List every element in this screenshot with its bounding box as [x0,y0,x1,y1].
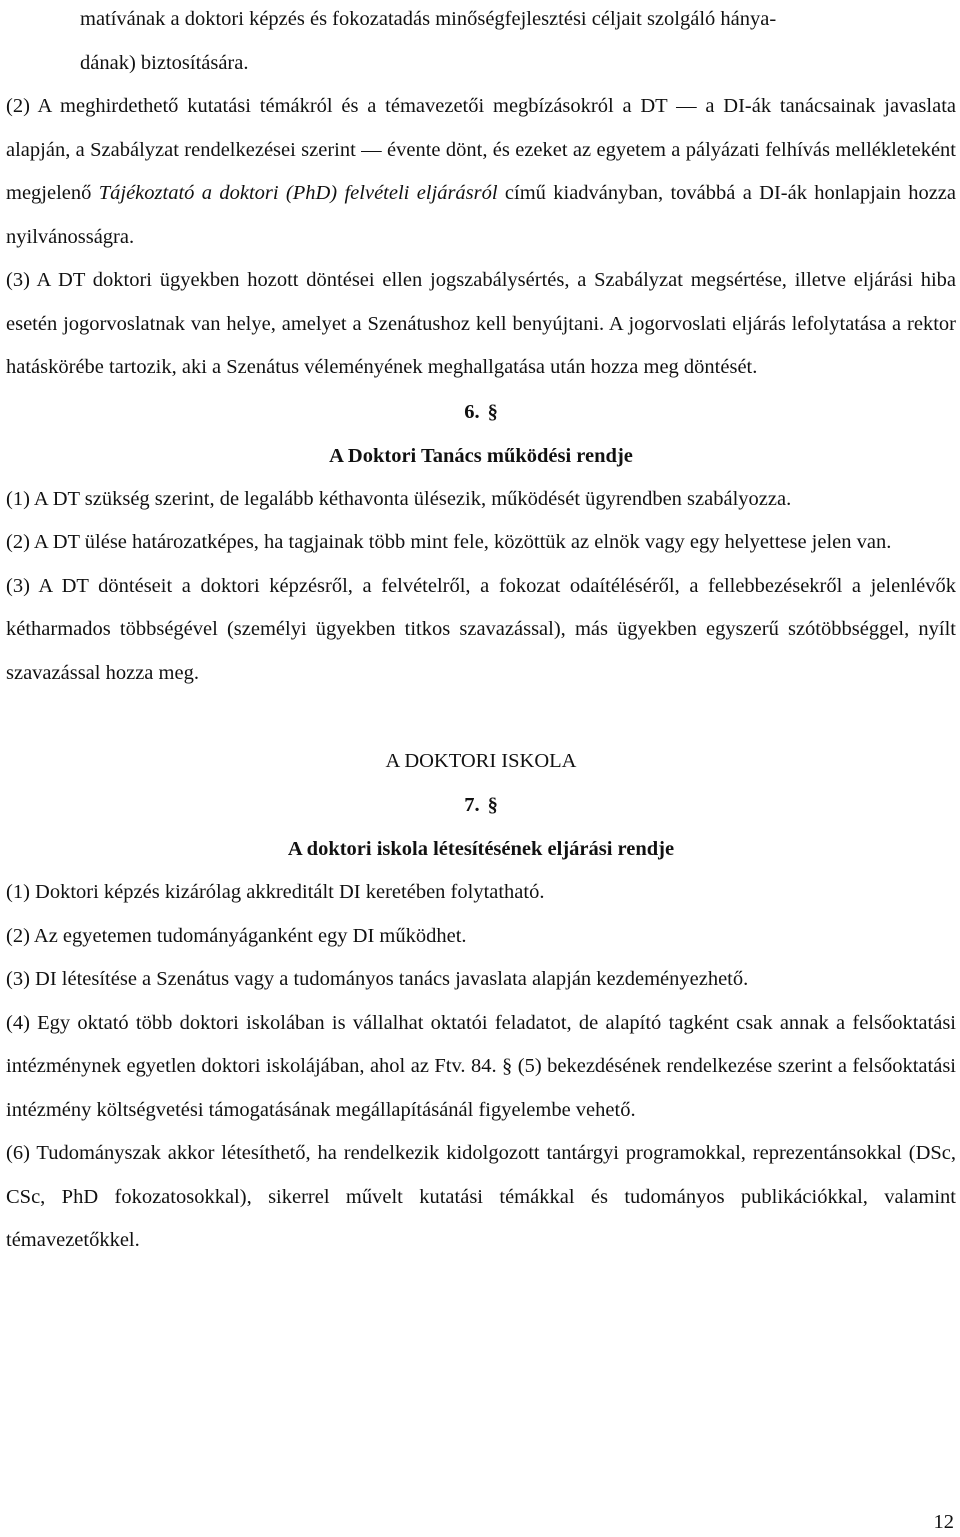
document-page [6,0,956,1263]
section7-paragraph-1: (1) Doktori képzés kizárólag akkreditált DI keretében folytatható. [6,881,545,903]
section6-title: A Doktori Tanács működési rendje [329,444,633,467]
section6-heading-number [6,390,956,434]
section6-paragraph-2: (2) A DT ülése határozatképes, ha tagjainak több mint fele, közöttük az elnök vagy egy helyettese jelen van. [6,531,892,553]
section7-paragraph-2: (2) Az egyetemen tudományáganként egy DI működhet. [6,924,467,947]
continuation-text-1: matívának a doktori képzés és fokozatadás minőségfejlesztési céljait szolgáló hánya- [80,8,777,30]
continuation-text-2: dának) biztosítására. [80,51,249,74]
publication-title: Tájékoztató a doktori (PhD) felvételi eljárásról [98,182,498,204]
chapter-title: A DOKTORI ISKOLA [385,750,577,772]
section-sign-icon: § [487,794,498,816]
section5-para2-text-a: (2) A meghirdethető kutatási témákról és a témavezetői megbízásokról a DT — a DI-ák tanácsainak javaslata alapján, a Szabályzat rendelkezései szerint — évente dönt, és ezeket az egyetem a pályázati felhívás mellékleteként megjelenő [6,95,956,204]
page-number: 12 [933,1511,954,1533]
section7-paragraph-4: (4) Egy oktató több doktori iskolában is vállalhat oktatói feladatot, de alapító tagként csak annak a felsőoktatási intézménynek egyetlen doktori iskolájában, ahol az Ftv. 84. § (5) bekezdésének rendelkezése szerint a felsőoktatási intézmény költségvetési támogatásának megállapításánál figyelembe vehető. [6,1011,956,1121]
continuation-line-2 [6,42,956,86]
section7-paragraph-6: (6) Tudományszak akkor létesíthető, ha rendelkezik kidolgozott tantárgyi programokkal, reprezentánsokkal (DSc, CSc, PhD fokozatosokkal), sikerrel művelt kutatási témákkal és tudományos publikációkkal, valamint témavezetőkkel. [6,1142,956,1251]
section5-paragraph-2 [6,85,956,259]
section7-number: 7. [464,794,480,816]
section7-title: A doktori iskola létesítésének eljárási rendje [287,838,675,860]
section5-para2-text-b: című kiadványban, továbbá a DI-ák honlapjain hozza nyilvánosságra. [6,182,956,248]
section6-paragraph-1: (1) A DT szükség szerint, de legalább kéthavonta ülésezik, működését ügyrendben szabályozza. [6,487,792,510]
section6-number: 6. [464,400,480,423]
continuation-line-1 [6,0,956,42]
section7-heading-number [6,783,956,827]
section5-paragraph-3: (3) A DT doktori ügyekben hozott döntései ellen jogszabálysértés, a Szabályzat megsértése, illetve eljárási hiba esetén jogorvoslatnak van helye, amelyet a Szenátushoz kell benyújtani. A jogorvoslati eljárás lefolytatása a rektor hatáskörébe tartozik, aki a Szenátus véleményének meghallgatása után hozza meg döntését. [6,269,956,378]
section-sign-icon: § [487,400,498,423]
section6-paragraph-3: (3) A DT döntéseit a doktori képzésről, a felvételről, a fokozat odaítéléséről, a fellebbezésekről a jelenlévők kétharmados többségével (személyi ügyekben titkos szavazással), más ügyekben egyszerű szótöbbséggel, nyílt szavazással hozza meg. [6,574,956,684]
section7-paragraph-3: (3) DI létesítése a Szenátus vagy a tudományos tanács javaslata alapján kezdeményezhető. [6,968,749,990]
